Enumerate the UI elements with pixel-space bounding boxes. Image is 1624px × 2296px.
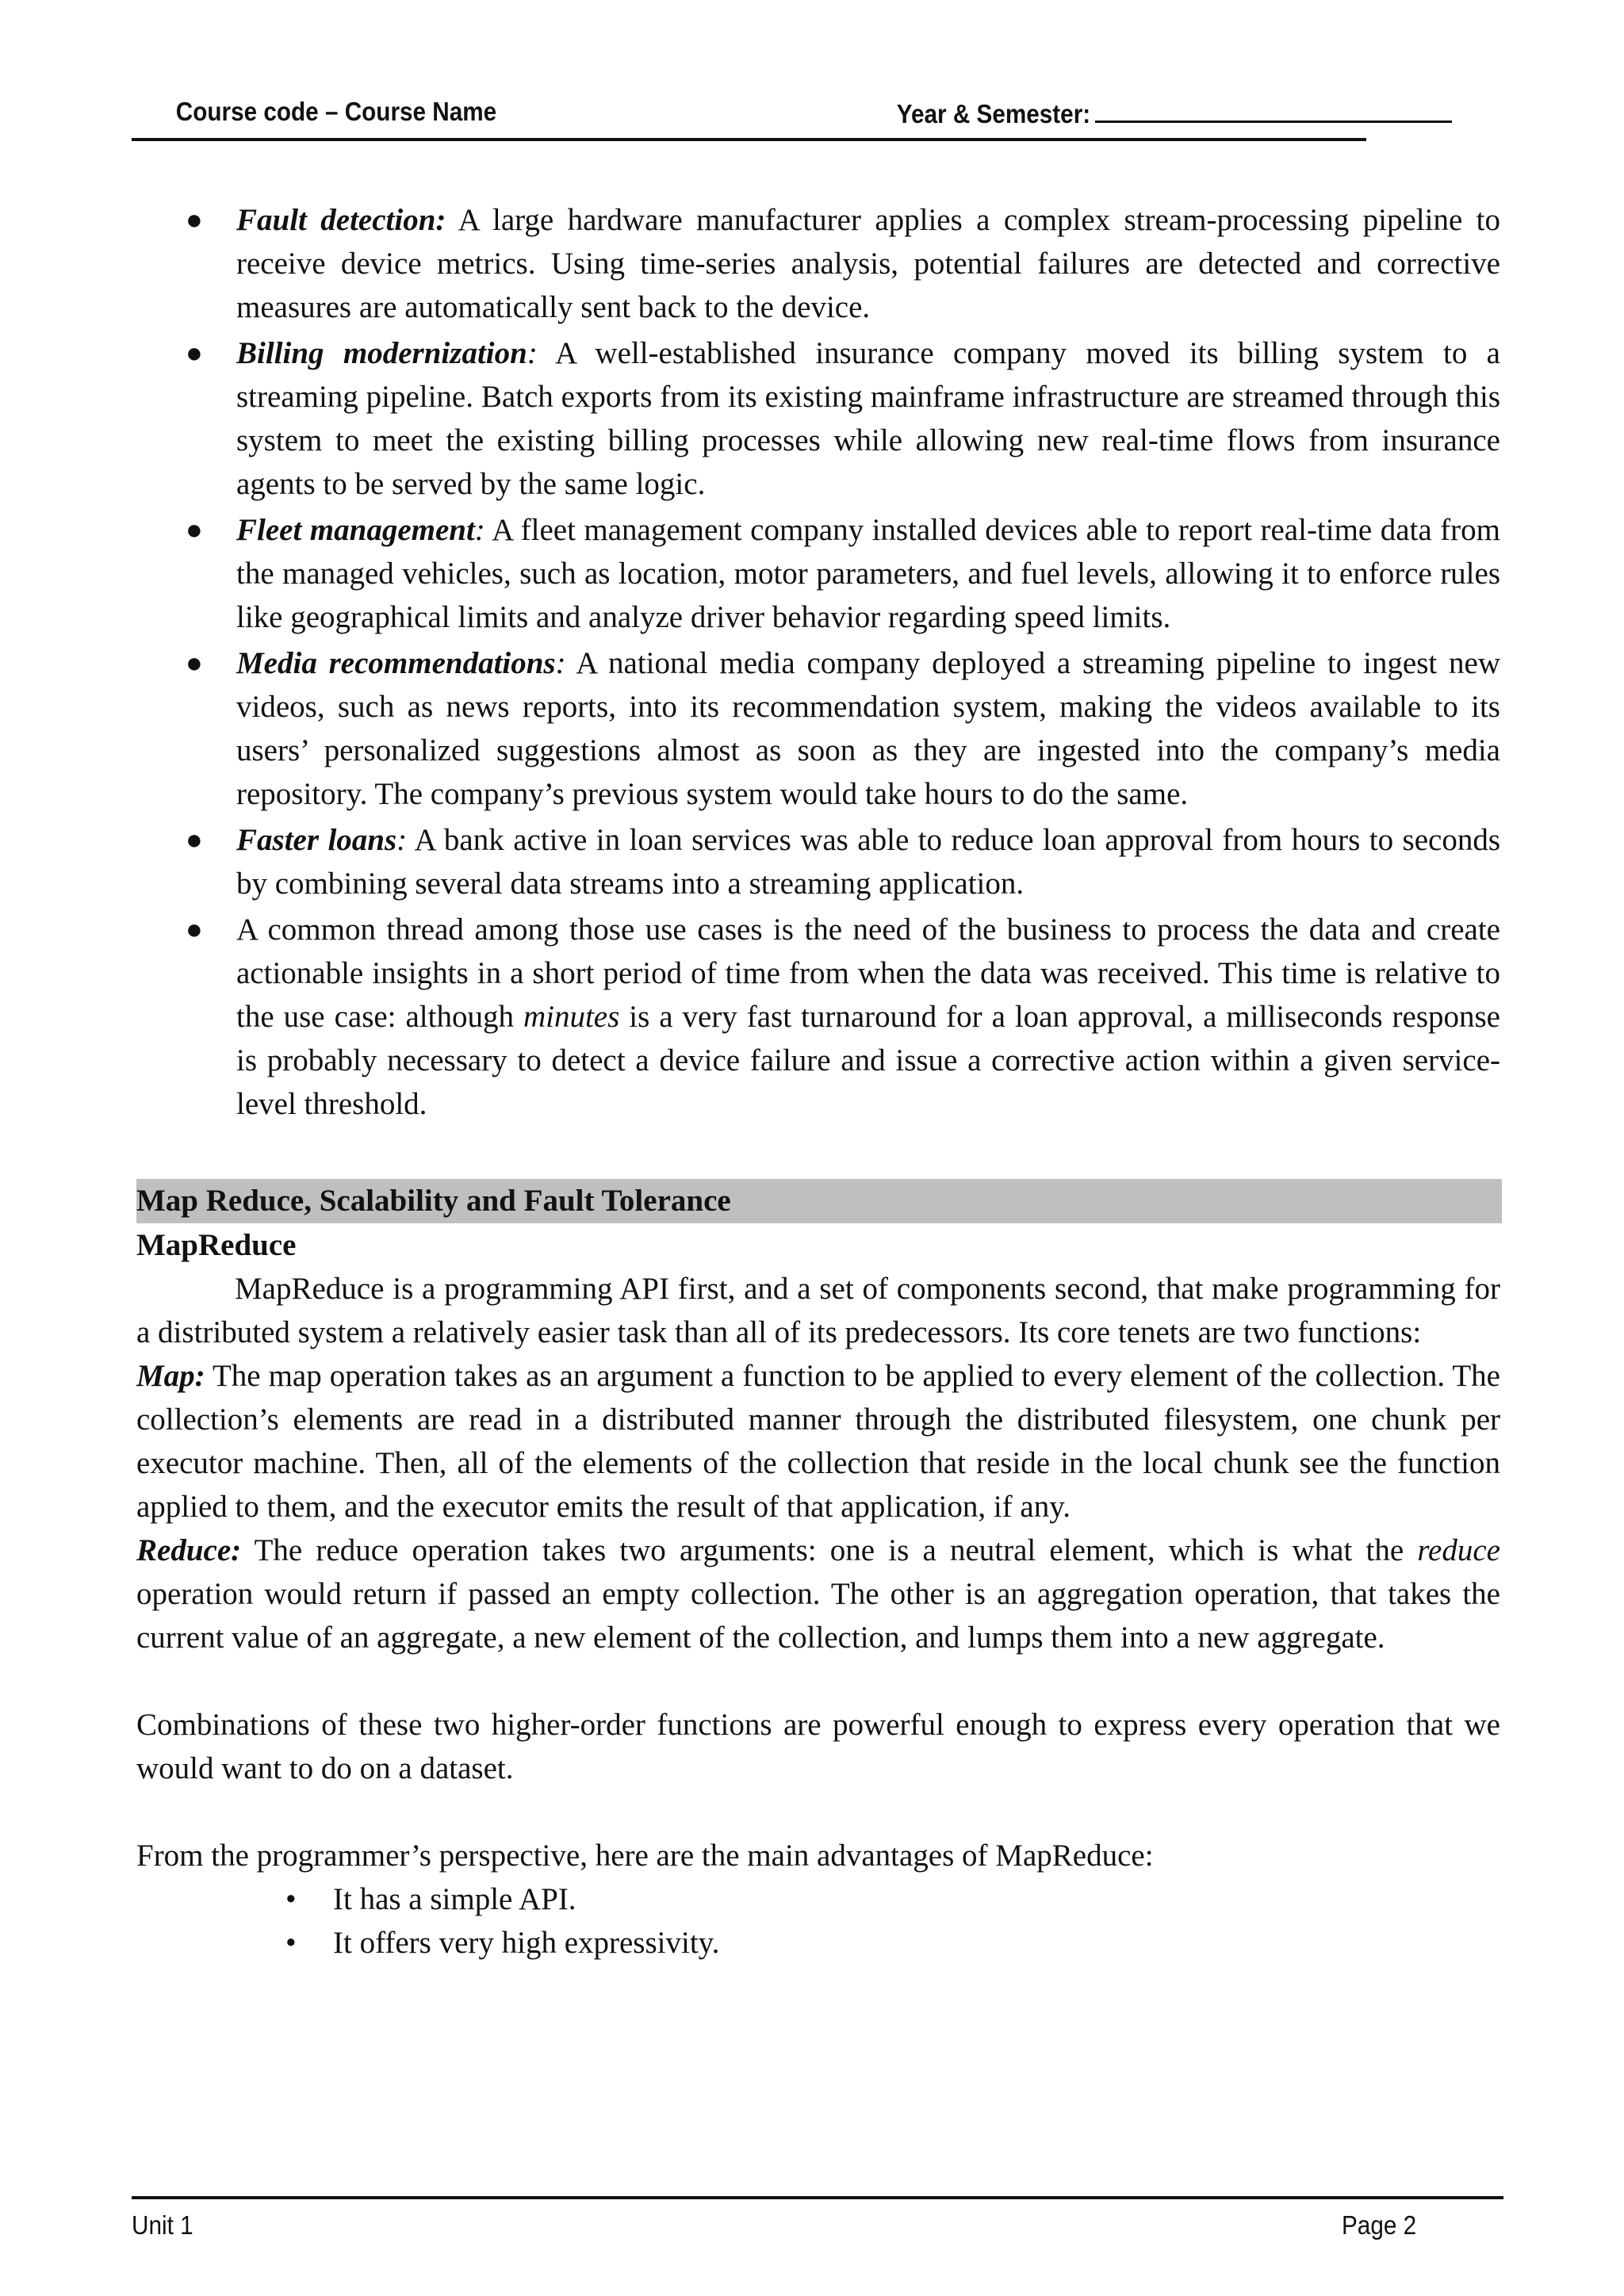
year-semester	[897, 97, 1452, 129]
use-case-term: Fault detection:	[236, 203, 446, 237]
list-item	[136, 198, 1500, 329]
list-item: ● Faster loans: A bank active in loan services was able to reduce loan approval from hours to seconds by combining several data streams into a streaming application.	[136, 818, 1500, 905]
bullet-icon: ●	[186, 824, 203, 855]
bullet-icon: ●	[186, 337, 203, 369]
common-thread-text-end: is a very fast turnaround for a loan approval, a milliseconds response is probably necessary to detect a device failure and issue a corrective action within a given service-level threshold.	[236, 1000, 1500, 1121]
advantages-intro: From the programmer’s perspective, here are the main advantages of MapReduce:	[136, 1839, 1154, 1873]
advantage-text: It offers very high expressivity.	[333, 1926, 720, 1960]
bullet-icon: •	[285, 1882, 297, 1916]
page-footer	[132, 2196, 1503, 2239]
page-body	[136, 198, 1500, 1965]
use-case-term: Fleet management	[236, 513, 475, 547]
use-case-term: Billing modernization	[236, 336, 527, 370]
bullet-icon: •	[285, 1926, 297, 1960]
page-number: Page 2	[1342, 2210, 1417, 2240]
bullet-icon: ●	[186, 647, 203, 679]
spacer	[136, 1790, 1500, 1834]
use-case-text: A large hardware manufacturer applies a complex stream-processing pipeline to receive device metrics. Using time-series analysis, potential failures are detected and corrective measures are automatically sent back to the device.	[236, 203, 1500, 324]
use-case-list	[136, 198, 1500, 1126]
use-case-term: Faster loans	[236, 823, 397, 857]
common-thread-emphasis: minutes	[523, 1000, 620, 1034]
map-paragraph	[136, 1354, 1500, 1529]
bullet-icon: ●	[186, 514, 203, 545]
use-case-text: A national media company deployed a streaming pipeline to ingest new videos, such as news reports, into its recommendation system, making the videos available to its users’ personalized suggestions almost as soon as they are ingested into the company’s media repository. The company’s previous system would take hours to do the same.	[236, 646, 1500, 811]
list-item: ● Fleet management: A fleet management company installed devices able to report real-time data from the managed vehicles, such as location, motor parameters, and fuel levels, allowing it to enforce rules like geographical limits and analyze driver behavior regarding speed limits.	[136, 508, 1500, 639]
common-thread-text: A common thread among those use cases is the need of the business to process the data and create actionable insights in a short period of time from when the data was received. This time is relative to the use case: although	[236, 913, 1500, 1034]
use-case-text: A fleet management company installed devices able to report real-time data from the managed vehicles, such as location, motor parameters, and fuel levels, allowing it to enforce rules like geographical limits and analyze driver behavior regarding speed limits.	[236, 513, 1500, 634]
year-semester-blank-line	[1095, 97, 1452, 123]
spacer	[136, 1659, 1500, 1703]
reduce-paragraph	[136, 1529, 1500, 1659]
page-header	[132, 97, 1366, 141]
unit-label: Unit 1	[132, 2210, 193, 2240]
advantages-list	[136, 1877, 1500, 1965]
list-item	[136, 908, 1500, 1126]
year-semester-label: Year & Semester:	[896, 99, 1091, 128]
section-heading: Map Reduce, Scalability and Fault Tolerance	[136, 1179, 1502, 1223]
subsection-heading: MapReduce	[136, 1228, 297, 1262]
list-item	[136, 1877, 1500, 1921]
bullet-icon: ●	[186, 204, 203, 235]
reduce-text-end: operation would return if passed an empty collection. The other is an aggregation operation, that takes the current value of an aggregate, a new element of the collection, and lumps them into a new aggregate.	[136, 1577, 1500, 1655]
course-code-name: Course code – Course Name	[175, 97, 497, 126]
use-case-text: A well-established insurance company moved its billing system to a streaming pipeline. Batch exports from its existing mainframe infrastructure are streamed through this system to meet the existing billing processes while allowing new real-time flows from insurance agents to be served by the same logic.	[236, 336, 1500, 501]
list-item: ● Media recommendations: A national media company deployed a streaming pipeline to ingest new videos, such as news reports, into its recommendation system, making the videos available to its users’ personalized suggestions almost as soon as they are ingested into the company’s media repository. The company’s previous system would take hours to do the same.	[136, 641, 1500, 816]
list-item: ● Billing modernization: A well-established insurance company moved its billing system to a streaming pipeline. Batch exports from its existing mainframe infrastructure are streamed through this system to meet the existing billing processes while allowing new real-time flows from insurance agents to be served by the same logic.	[136, 331, 1500, 506]
mapreduce-intro: MapReduce is a programming API first, and a set of components second, that make programming for a distributed system a relatively easier task than all of its predecessors. Its core tenets are two functions:	[136, 1272, 1500, 1349]
map-text: The map operation takes as an argument a function to be applied to every element of the collection. The collection’s elements are read in a distributed manner through the distributed filesystem, one chunk per executor machine. Then, all of the elements of the collection that reside in the local chunk see the function applied to them, and the executor emits the result of that application, if any.	[136, 1359, 1500, 1524]
reduce-text: The reduce operation takes two arguments: one is a neutral element, which is what the	[241, 1533, 1418, 1567]
advantage-text: It has a simple API.	[333, 1882, 576, 1916]
map-label: Map:	[136, 1359, 205, 1393]
use-case-term: Media recommendations	[236, 646, 556, 680]
combinations-paragraph: Combinations of these two higher-order functions are powerful enough to express every operation that we would want to do on a dataset.	[136, 1708, 1500, 1785]
use-case-text: A bank active in loan services was able to reduce loan approval from hours to seconds by combining several data streams into a streaming application.	[236, 823, 1501, 901]
list-item	[136, 1921, 1500, 1965]
bullet-icon: ●	[186, 913, 203, 945]
reduce-emphasis: reduce	[1417, 1533, 1500, 1567]
reduce-label: Reduce:	[136, 1533, 242, 1567]
